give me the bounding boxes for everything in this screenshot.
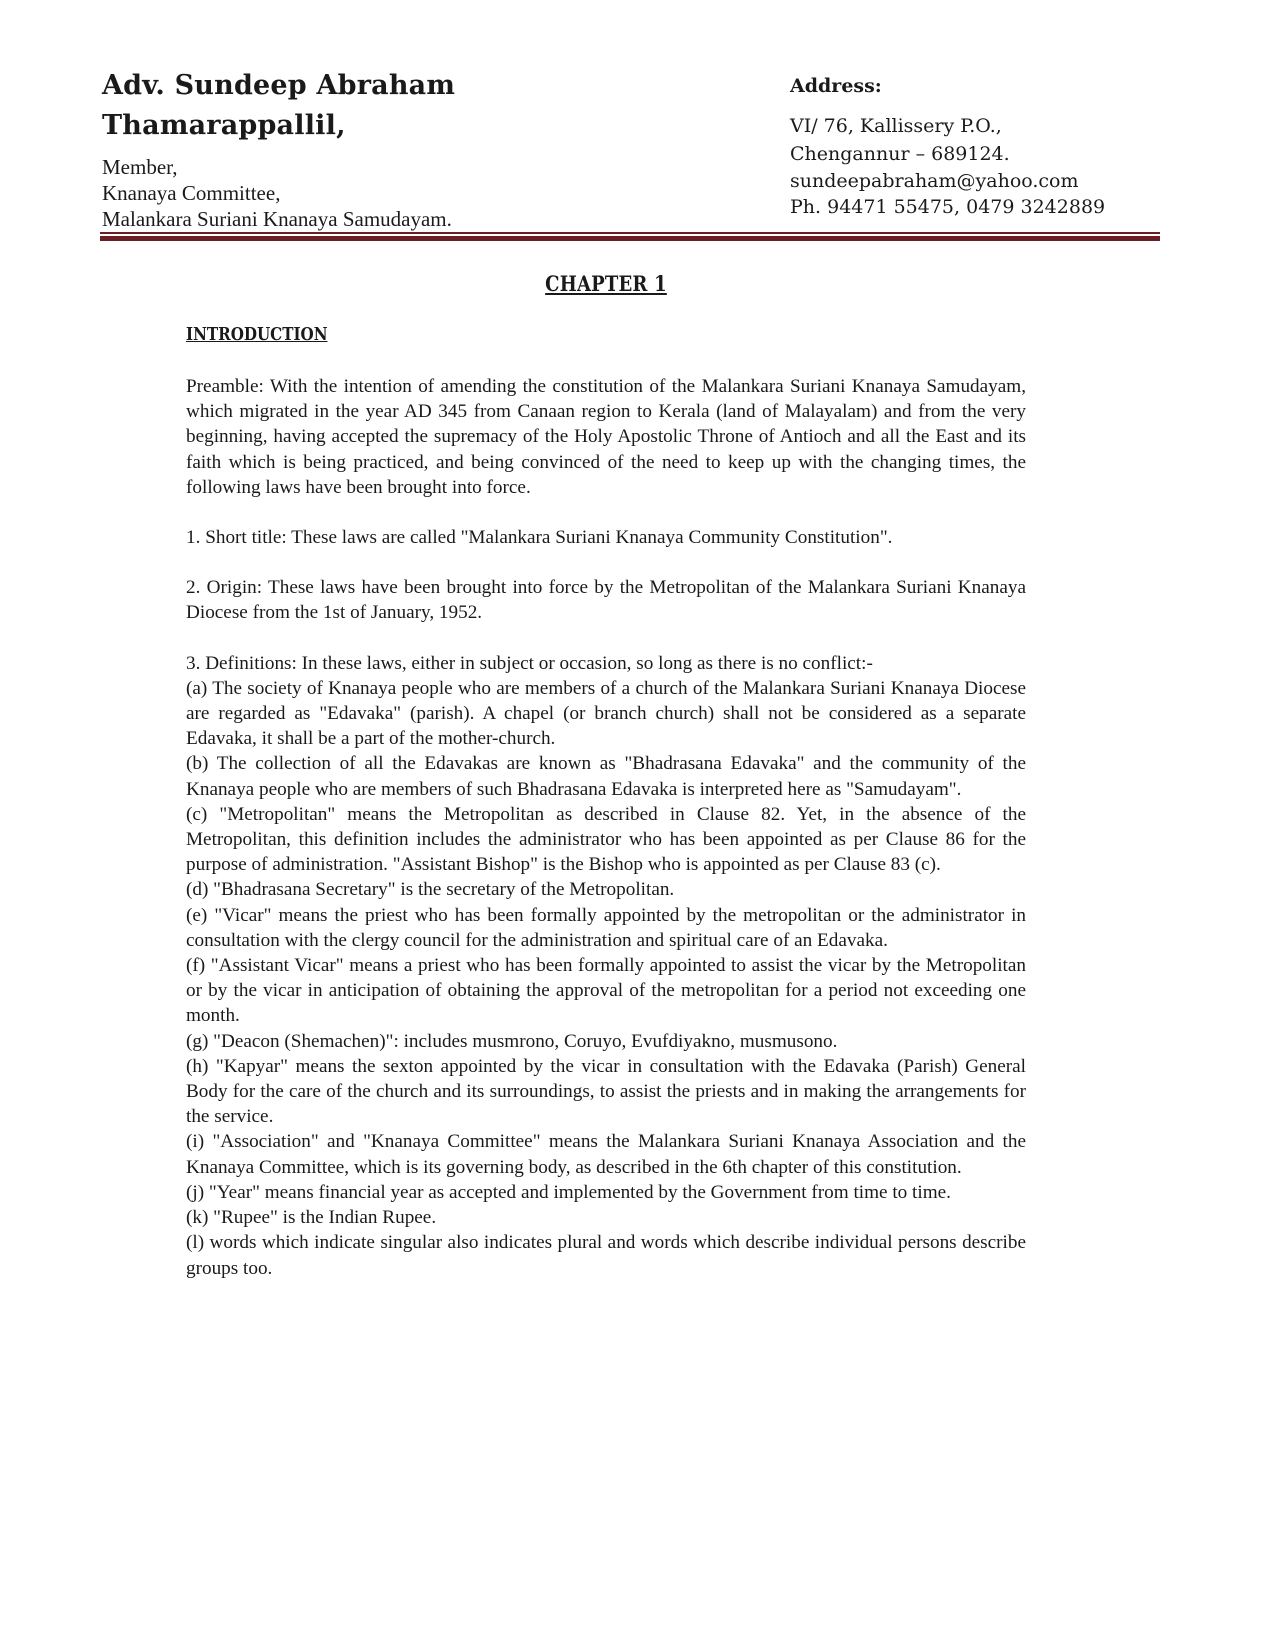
letterhead-divider xyxy=(100,232,1160,242)
document-body xyxy=(186,266,1026,1281)
clause-1-short-title: 1. Short title: These laws are called "Malankara Suriani Knanaya Community Constitution". xyxy=(186,527,893,549)
address-label: Address: xyxy=(790,75,882,97)
divider-thick-line xyxy=(100,236,1160,241)
sender-committee: Knanaya Committee, xyxy=(102,181,281,205)
definition-b: (b) The collection of all the Edavakas are known as "Bhadrasana Edavaka" and the community of the Knanaya people who are members of such Bhadrasana Edavaka is interpreted here as "Samudayam". xyxy=(186,753,1026,800)
chapter-title: CHAPTER 1 xyxy=(545,271,667,296)
clause-3-definitions-intro: 3. Definitions: In these laws, either in subject or occasion, so long as there is no conflict:- xyxy=(186,652,873,674)
definition-j: (j) "Year" means financial year as accepted and implemented by the Government from time to time. xyxy=(186,1181,951,1203)
letterhead-sender-block xyxy=(102,66,742,232)
definition-l: (l) words which indicate singular also indicates plural and words which describe individual persons describe groups too. xyxy=(186,1232,1026,1279)
address-line-1: VI/ 76, Kallissery P.O., xyxy=(790,115,1002,137)
sender-name-line2: Thamarappallil, xyxy=(102,110,346,141)
definition-g: (g) "Deacon (Shemachen)": includes musmrono, Coruyo, Evufdiyakno, musmusono. xyxy=(186,1030,838,1052)
sender-organization: Malankara Suriani Knanaya Samudayam. xyxy=(102,207,452,231)
section-title: INTRODUCTION xyxy=(186,324,328,345)
sender-name-line1: Adv. Sundeep Abraham xyxy=(102,70,456,101)
definition-a: (a) The society of Knanaya people who are members of a church of the Malankara Suriani Knanaya Diocese are regarded as "Edavaka" (parish). A chapel (or branch church) shall not be considered as a separate Edavaka, it shall be a part of the mother-church. xyxy=(186,677,1026,750)
definition-h: (h) "Kapyar" means the sexton appointed by the vicar in consultation with the Edavaka (Parish) General Body for the care of the church and its surroundings, to assist the priests and in making the arrangements for the service. xyxy=(186,1055,1026,1128)
definition-d: (d) "Bhadrasana Secretary" is the secretary of the Metropolitan. xyxy=(186,879,675,901)
definition-i: (i) "Association" and "Knanaya Committee" means the Malankara Suriani Knanaya Association and the Knanaya Committee, which is its governing body, as described in the 6th chapter of this constitution. xyxy=(186,1131,1026,1178)
sender-role: Member, xyxy=(102,155,178,179)
preamble-paragraph: Preamble: With the intention of amending the constitution of the Malankara Suriani Knanaya Samudayam, which migrated in the year AD 345 from Canaan region to Kerala (land of Malayalam) and from the very beginning, having accepted the supremacy of the Holy Apostolic Throne of Antioch and all the East and its faith which is being practiced, and being convinced of the need to keep up with the changing times, the following laws have been brought into force. xyxy=(186,376,1026,498)
definition-f: (f) "Assistant Vicar" means a priest who has been formally appointed to assist the vicar by the Metropolitan or by the vicar in anticipation of obtaining the approval of the metropolitan for a period not exceeding one month. xyxy=(186,955,1026,1027)
clause-2-origin: 2. Origin: These laws have been brought into force by the Metropolitan of the Malankara Suriani Knanaya Diocese from the 1st of January, 1952. xyxy=(186,577,1026,624)
letterhead-address-block xyxy=(790,66,1170,220)
definition-e: (e) "Vicar" means the priest who has been formally appointed by the metropolitan or the administrator in consultation with the clergy council for the administration and spiritual care of an Edavaka. xyxy=(186,904,1026,951)
definition-c: (c) "Metropolitan" means the Metropolitan as described in Clause 82. Yet, in the absence of the Metropolitan, this definition includes the administrator who has been appointed as per Clause 86 for the purpose of administration. "Assistant Bishop" is the Bishop who is appointed as per Clause 83 (c). xyxy=(186,803,1026,876)
phone-numbers: Ph. 94471 55475, 0479 3242889 xyxy=(790,196,1106,218)
definition-k: (k) "Rupee" is the Indian Rupee. xyxy=(186,1207,437,1229)
email-address: sundeepabraham@yahoo.com xyxy=(790,170,1079,192)
address-line-2: Chengannur – 689124. xyxy=(790,143,1010,165)
